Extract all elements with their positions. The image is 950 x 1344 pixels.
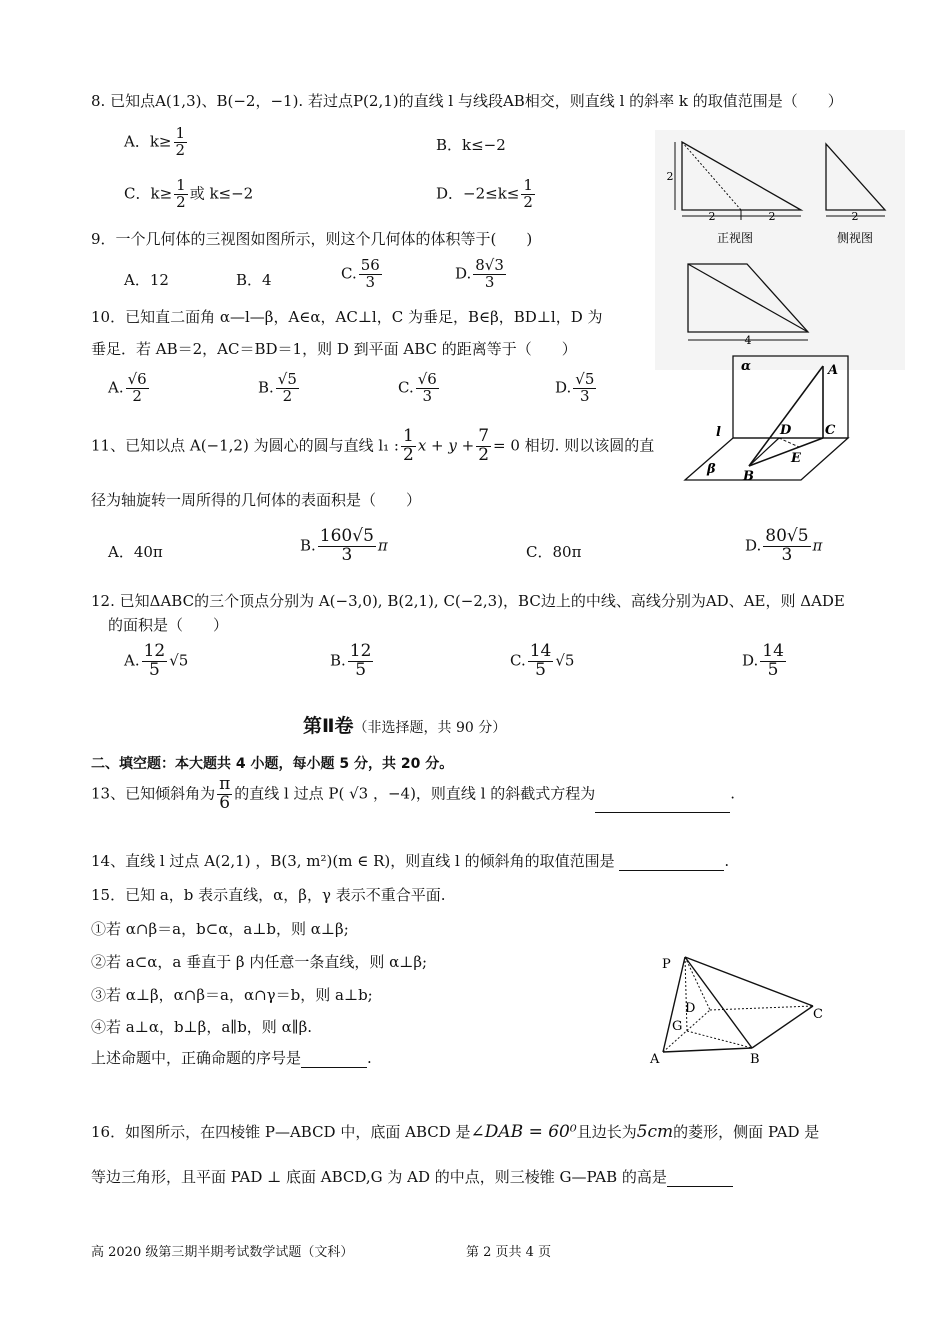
label-c: C	[825, 423, 836, 438]
q10-line1: 10．已知直二面角 α—l—β，A∈α，AC⊥l，C 为垂足，B∈β，BD⊥l，D 为	[91, 308, 603, 326]
edge-ad	[663, 1010, 710, 1052]
q8-option-d-label: D．−2≤k≤	[436, 184, 520, 203]
label-a: A	[828, 363, 839, 378]
fraction: $\frac{1}{2}$	[403, 426, 414, 465]
label-c: C	[813, 1007, 823, 1022]
fraction-half: $\frac{1}{2}$	[523, 176, 533, 211]
dim-label: 2	[851, 210, 859, 223]
label-b: B	[743, 469, 754, 484]
fraction: $\frac{56}{3}$	[360, 256, 380, 291]
q10-line2: 垂足．若 AB＝2，AC＝BD＝1，则 D 到平面 ABC 的距离等于（ ）	[91, 340, 577, 358]
fraction: $\frac{12}{5}$	[143, 641, 166, 680]
label-alpha: α	[741, 359, 752, 374]
q15-item-2: ②若 a⊂α，a 垂直于 β 内任意一条直线，则 α⊥β;	[91, 953, 428, 971]
q8-option-a-label: A．k≥	[124, 132, 172, 151]
fraction: $\frac{80√5}{3}$	[765, 526, 809, 565]
fill-blank-heading: 二、填空题：本大题共 4 小题，每小题 5 分，共 20 分。	[91, 756, 454, 772]
q11-option-a: A．40π	[108, 543, 163, 561]
q8-stem: 8. 已知点A(1,3)、B(−2，−1). 若过点P(2,1)的直线 l 与线段AB相交，则直线 l 的斜率 k 的取值范围是（ ）	[91, 92, 843, 110]
dim-label: 2	[666, 170, 674, 183]
label-l: l	[716, 425, 721, 440]
q8-option-b: B．k≤−2	[436, 136, 506, 154]
q11-option-b: B. $\frac{160√5}{3}$ π	[300, 526, 388, 565]
fraction: $\frac{√6}{3}$	[417, 370, 437, 405]
q12-line2: 的面积是（ ）	[108, 616, 229, 634]
segment-ab	[749, 366, 823, 466]
q8-option-c-label: C．k≥	[124, 184, 173, 203]
q9-option-d: D. $\frac{8√3}{3}$	[455, 256, 504, 291]
q12-option-b: B. $\frac{12}{5}$	[330, 641, 372, 680]
q10-option-d: D. $\frac{√5}{3}$	[555, 370, 595, 405]
pyramid-figure	[645, 950, 835, 1070]
label-b: B	[750, 1052, 760, 1067]
dim-label: 2	[768, 210, 776, 223]
front-view-label: 正视图	[716, 231, 754, 245]
figure-background	[655, 130, 905, 370]
q12-option-c: C. $\frac{14}{5}$ √5	[510, 641, 575, 680]
q11-line1: 11、已知以点 A(−1,2) 为圆心的圆与直线 l₁ : $\frac{1}{2}$ x + y + $\frac{7}{2}$ = 0 相切. 则以该圆的直	[91, 426, 655, 465]
section2-title: 第Ⅱ卷	[303, 715, 354, 737]
section2-subtitle: （非选择题，共 90 分）	[353, 720, 507, 736]
q15-item-3: ③若 α⊥β，α∩β＝a，α∩γ＝b，则 a⊥b;	[91, 986, 373, 1004]
fraction: $\frac{√5}{2}$	[277, 370, 297, 405]
q10-option-c: C. $\frac{√6}{3}$	[398, 370, 437, 405]
fraction: $\frac{160√5}{3}$	[319, 526, 374, 565]
q16-answer-blank[interactable]	[667, 1186, 733, 1187]
q16-line1: 16．如图所示，在四棱锥 P—ABCD 中，底面 ABCD 是∠DAB = 60⁰且边长为5cm的菱形，侧面 PAD 是	[91, 1122, 820, 1142]
q10-option-a: A. $\frac{√6}{2}$	[108, 370, 147, 405]
q8-option-a	[124, 126, 189, 159]
label-e: E	[791, 451, 801, 466]
fraction: $\frac{√6}{2}$	[127, 370, 147, 405]
q13: 13、已知倾斜角为 $\frac{\pi}{6}$ 的直线 l 过点 P( √3 ，−4)，则直线 l 的斜截式方程为 .	[91, 774, 736, 813]
q16-length: 5cm	[636, 1122, 674, 1142]
segment-de	[779, 438, 799, 447]
q15-ask: 上述命题中，正确命题的序号是 .	[91, 1049, 372, 1067]
q16-line2: 等边三角形，且平面 PAD ⊥ 底面 ABCD,G 为 AD 的中点，则三棱锥 G—PAB 的高是	[91, 1166, 733, 1187]
q16-angle: ∠DAB = 60⁰	[470, 1122, 577, 1142]
q12-line1: 12. 已知ΔABC的三个顶点分别为 A(−3,0), B(2,1), C(−2,3)，BC边上的中线、高线分别为AD、AE，则 ΔADE	[91, 592, 845, 610]
q9-option-a: A．12	[124, 271, 169, 289]
q8-option-c-tail: 或 k≤−2	[189, 184, 254, 203]
label-a: A	[650, 1052, 660, 1067]
label-d: D	[780, 423, 792, 438]
q15-answer-blank[interactable]	[301, 1067, 367, 1068]
fraction: $\frac{8√3}{3}$	[475, 256, 504, 291]
q12-option-d: D. $\frac{14}{5}$	[742, 641, 784, 680]
dim-label: 4	[744, 334, 752, 347]
q10-option-b: B. $\frac{√5}{2}$	[258, 370, 297, 405]
section2-header	[303, 711, 506, 738]
q15-stem: 15．已知 a，b 表示直线，α，β，γ 表示不重合平面.	[91, 886, 446, 904]
fraction-half: $\frac{1}{2}$	[175, 124, 186, 159]
q8-option-d	[436, 178, 537, 211]
q11-option-c: C．80π	[526, 543, 582, 561]
side-view-label: 侧视图	[836, 231, 874, 245]
footer-page-number: 第 2 页共 4 页	[466, 1245, 552, 1260]
q9-option-c: C. $\frac{56}{3}$	[341, 256, 380, 291]
segment-pg	[685, 957, 687, 1031]
q14-answer-blank[interactable]	[619, 870, 724, 871]
footer-title: 高 2020 级第三期半期考试数学试题（文科）	[91, 1245, 354, 1260]
edge-bc	[752, 1006, 813, 1048]
fraction: $\frac{√5}{3}$	[575, 370, 595, 405]
segment-bd	[749, 438, 779, 466]
q11-option-d: D. $\frac{80√5}{3}$ π	[745, 526, 823, 565]
fraction-half: $\frac{1}{2}$	[176, 176, 186, 211]
segment-gb	[687, 1031, 752, 1048]
q12-option-a: A. $\frac{12}{5}$ √5	[124, 641, 189, 680]
edge-dc	[710, 1006, 813, 1010]
fraction: $\frac{14}{5}$	[529, 641, 552, 680]
dim-label: 2	[708, 210, 716, 223]
dihedral-angle-figure	[683, 352, 855, 484]
q9-option-b: B．4	[236, 271, 272, 289]
q9-stem: 9．一个几何体的三视图如图所示，则这个几何体的体积等于( )	[91, 230, 533, 248]
q13-answer-blank[interactable]	[595, 812, 730, 813]
label-g: G	[672, 1019, 683, 1034]
q15-item-1: ①若 α∩β＝a，b⊂α，a⊥b，则 α⊥β;	[91, 920, 349, 938]
label-beta: β	[707, 462, 716, 477]
fraction: $\frac{14}{5}$	[762, 641, 784, 680]
q15-item-4: ④若 a⊥α，b⊥β，a∥b，则 α∥β.	[91, 1018, 313, 1036]
fraction: $\frac{7}{2}$	[478, 426, 490, 465]
label-p: P	[662, 957, 671, 972]
edge-ab	[663, 1048, 752, 1052]
q8-option-c	[124, 178, 253, 211]
fraction: $\frac{\pi}{6}$	[219, 774, 231, 813]
q14: 14、直线 l 过点 A(2,1) ，B(3, m²)(m ∈ R)，则直线 l 的倾斜角的取值范围是 .	[91, 852, 730, 870]
fraction: $\frac{12}{5}$	[349, 641, 372, 680]
q11-line2: 径为轴旋转一周所得的几何体的表面积是（ ）	[91, 491, 422, 509]
label-d: D	[685, 1001, 696, 1016]
three-view-figure	[655, 130, 905, 370]
